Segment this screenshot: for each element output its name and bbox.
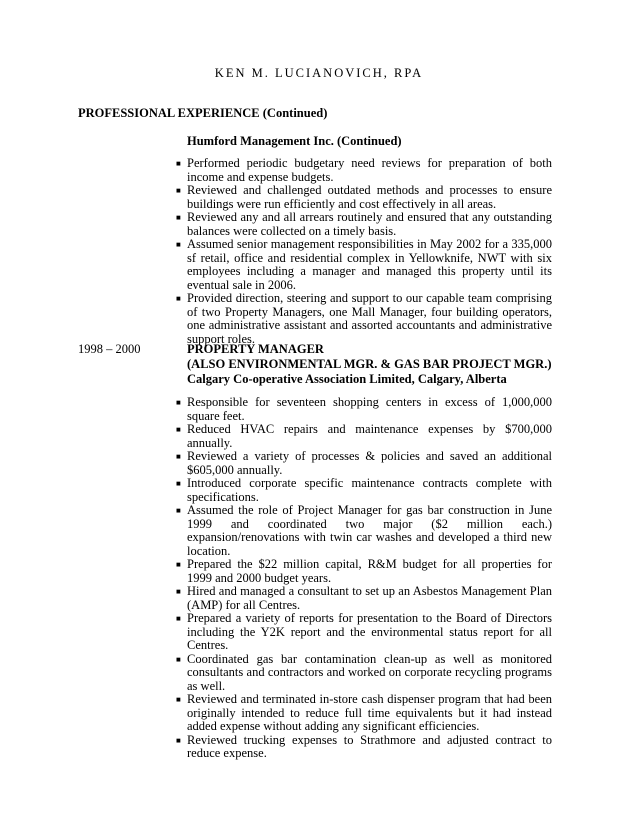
candidate-name: KEN M. LUCIANOVICH, RPA [214, 66, 424, 80]
bullet-square-icon: ■ [176, 240, 181, 249]
bullet-square-icon: ■ [176, 425, 181, 434]
bullet-square-icon: ■ [176, 560, 181, 569]
bullet-text: Reviewed and terminated in-store cash dispenser program that had been originally intended to reduce full time equivalents but it had instead added expense without adding any significant efficiencies. [187, 692, 552, 733]
bullet-text: Coordinated gas bar contamination clean-up as well as monitored consultants and contractors and worked on corporate recycling programs as well. [187, 651, 552, 693]
bullet-text: Reduced HVAC repairs and maintenance expenses by $700,000 annually. [187, 422, 552, 450]
bullet-text: Assumed senior management responsibilities in May 2002 for a 335,000 sf retail, office and residential complex in Yellowknife, NWT with six employees including a manager and managed this property until its eventual sale in 2006. [187, 237, 552, 292]
list-item [176, 734, 552, 761]
bullet-square-icon: ■ [176, 294, 181, 303]
bullet-text: Prepared the $22 million capital, R&M budget for all properties for 1999 and 2000 budget years. [187, 557, 552, 585]
list-item [176, 653, 552, 694]
bullet-square-icon: ■ [176, 695, 181, 704]
bullet-square-icon: ■ [176, 479, 181, 488]
job2-dates: 1998 – 2000 [78, 342, 141, 356]
bullet-text: Reviewed any and all arrears routinely and ensured that any outstanding balances were collected on a timely basis. [187, 210, 552, 238]
bullet-text: Reviewed and challenged outdated methods and processes to ensure buildings were run efficiently and cost effectively in all areas. [187, 183, 552, 211]
bullet-text: Performed periodic budgetary need reviews for preparation of both income and expense budgets. [187, 156, 552, 184]
job1-bullet-list [176, 157, 552, 346]
list-item [176, 157, 552, 184]
list-item [176, 558, 552, 585]
bullet-square-icon: ■ [176, 398, 181, 407]
list-item [176, 238, 552, 292]
list-item [176, 396, 552, 423]
list-item [176, 585, 552, 612]
list-item [176, 184, 552, 211]
bullet-square-icon: ■ [176, 654, 181, 664]
bullet-text: Reviewed trucking expenses to Strathmore and adjusted contract to reduce expense. [187, 732, 552, 760]
list-item [176, 477, 552, 504]
job2-title: PROPERTY MANAGER [187, 342, 324, 356]
job2-bullet-list [176, 396, 552, 761]
bullet-square-icon: ■ [176, 735, 181, 745]
section-heading: PROFESSIONAL EXPERIENCE (Continued) [78, 106, 328, 120]
bullet-square-icon: ■ [176, 213, 181, 222]
list-item [176, 450, 552, 477]
list-item [176, 292, 552, 346]
list-item [176, 612, 552, 653]
bullet-text: Hired and managed a consultant to set up an Asbestos Management Plan (AMP) for all Centres. [187, 584, 552, 612]
bullet-square-icon: ■ [176, 506, 181, 515]
bullet-text: Prepared a variety of reports for presentation to the Board of Directors including the Y2K report and the environmental status report for all Centres. [187, 611, 552, 652]
list-item [176, 504, 552, 558]
bullet-text: Assumed the role of Project Manager for gas bar construction in June 1999 and coordinated two major ($2 million each.) expansion/renovations with twin car washes and developed a third new location. [187, 503, 552, 558]
job2-role-block [187, 342, 551, 387]
list-item [176, 211, 552, 238]
bullet-square-icon: ■ [176, 186, 181, 195]
bullet-text: Reviewed a variety of processes & policies and saved an additional $605,000 annually. [187, 449, 552, 477]
bullet-square-icon: ■ [176, 614, 181, 623]
list-item [176, 693, 552, 734]
bullet-text: Responsible for seventeen shopping centers in excess of 1,000,000 square feet. [187, 395, 552, 423]
job1-company: Humford Management Inc. (Continued) [187, 134, 402, 148]
job2-company: Calgary Co-operative Association Limited, Calgary, Alberta [187, 372, 507, 386]
job2-subtitle: (ALSO ENVIRONMENTAL MGR. & GAS BAR PROJECT MGR.) [187, 357, 552, 371]
bullet-square-icon: ■ [176, 587, 181, 596]
bullet-text: Provided direction, steering and support to our capable team comprising of two Property Managers, one Mall Manager, four building operators, one administrative assistant and assorted accountants and administrative support roles. [187, 291, 552, 346]
bullet-square-icon: ■ [176, 452, 181, 461]
bullet-square-icon: ■ [176, 159, 181, 168]
bullet-text: Introduced corporate specific maintenance contracts complete with specifications. [187, 476, 552, 504]
list-item [176, 423, 552, 450]
